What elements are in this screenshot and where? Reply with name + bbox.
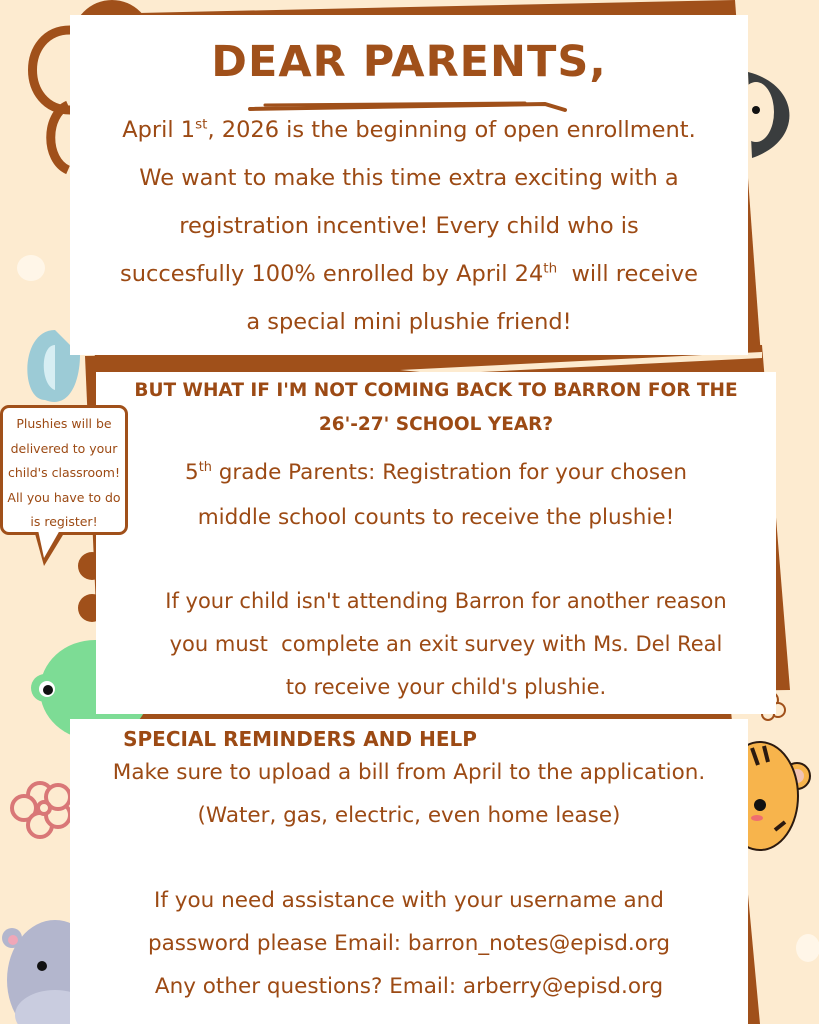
plushie-callout bbox=[0, 405, 128, 535]
callout-line-4: All you have to do bbox=[7, 489, 121, 505]
not-returning-heading bbox=[96, 374, 776, 442]
help-text bbox=[70, 879, 748, 1008]
help-line-3: Any other questions? Email: arberry@episd.org bbox=[154, 974, 664, 999]
reminders-card bbox=[70, 719, 748, 1024]
other-reason-line-2: you must complete an exit survey with Ms. Del Real bbox=[169, 632, 723, 656]
intro-text bbox=[70, 106, 748, 346]
reminders-heading: SPECIAL REMINDERS AND HELP bbox=[123, 727, 477, 751]
callout-line-5: is register! bbox=[30, 514, 98, 529]
help-line-2: password please Email: barron_notes@episd.org bbox=[147, 931, 671, 956]
help-line-1: If you need assistance with your username and bbox=[154, 888, 664, 913]
intro-card bbox=[70, 15, 748, 355]
heading-line-1: BUT WHAT IF I'M NOT COMING BACK TO BARRON FOR THE bbox=[134, 380, 738, 401]
intro-line-4: succesfully 100% enrolled by April 24th will receive bbox=[120, 260, 698, 287]
callout-line-3: child's classroom! bbox=[8, 465, 120, 480]
callout-line-1: Plushies will be bbox=[16, 416, 112, 431]
other-reason-text bbox=[116, 580, 776, 709]
intro-line-1: April 1st, 2026 is the beginning of open enrollment. bbox=[122, 116, 696, 143]
upload-line-1: Make sure to upload a bill from April to the application. bbox=[112, 760, 706, 785]
not-returning-card bbox=[96, 372, 776, 714]
intro-line-5: a special mini plushie friend! bbox=[246, 309, 572, 335]
other-reason-line-1: If your child isn't attending Barron for another reason bbox=[165, 589, 727, 613]
fifth-grade-line-2: middle school counts to receive the plushie! bbox=[197, 505, 675, 530]
callout-line-2: delivered to your bbox=[10, 440, 118, 456]
page-title: DEAR PARENTS, bbox=[211, 37, 607, 87]
callout-tail-fill bbox=[38, 530, 60, 558]
upload-text bbox=[70, 751, 748, 837]
fifth-grade-line-1: 5th grade Parents: Registration for your chosen bbox=[185, 459, 687, 485]
upload-line-2: (Water, gas, electric, even home lease) bbox=[197, 803, 621, 828]
intro-line-2: We want to make this time extra exciting with a bbox=[139, 165, 679, 191]
intro-line-3: registration incentive! Every child who is bbox=[179, 213, 639, 239]
other-reason-line-3: to receive your child's plushie. bbox=[285, 675, 607, 699]
fifth-grade-text bbox=[96, 450, 776, 540]
flower-icon bbox=[12, 783, 70, 837]
heading-line-2: 26'-27' SCHOOL YEAR? bbox=[318, 414, 554, 435]
